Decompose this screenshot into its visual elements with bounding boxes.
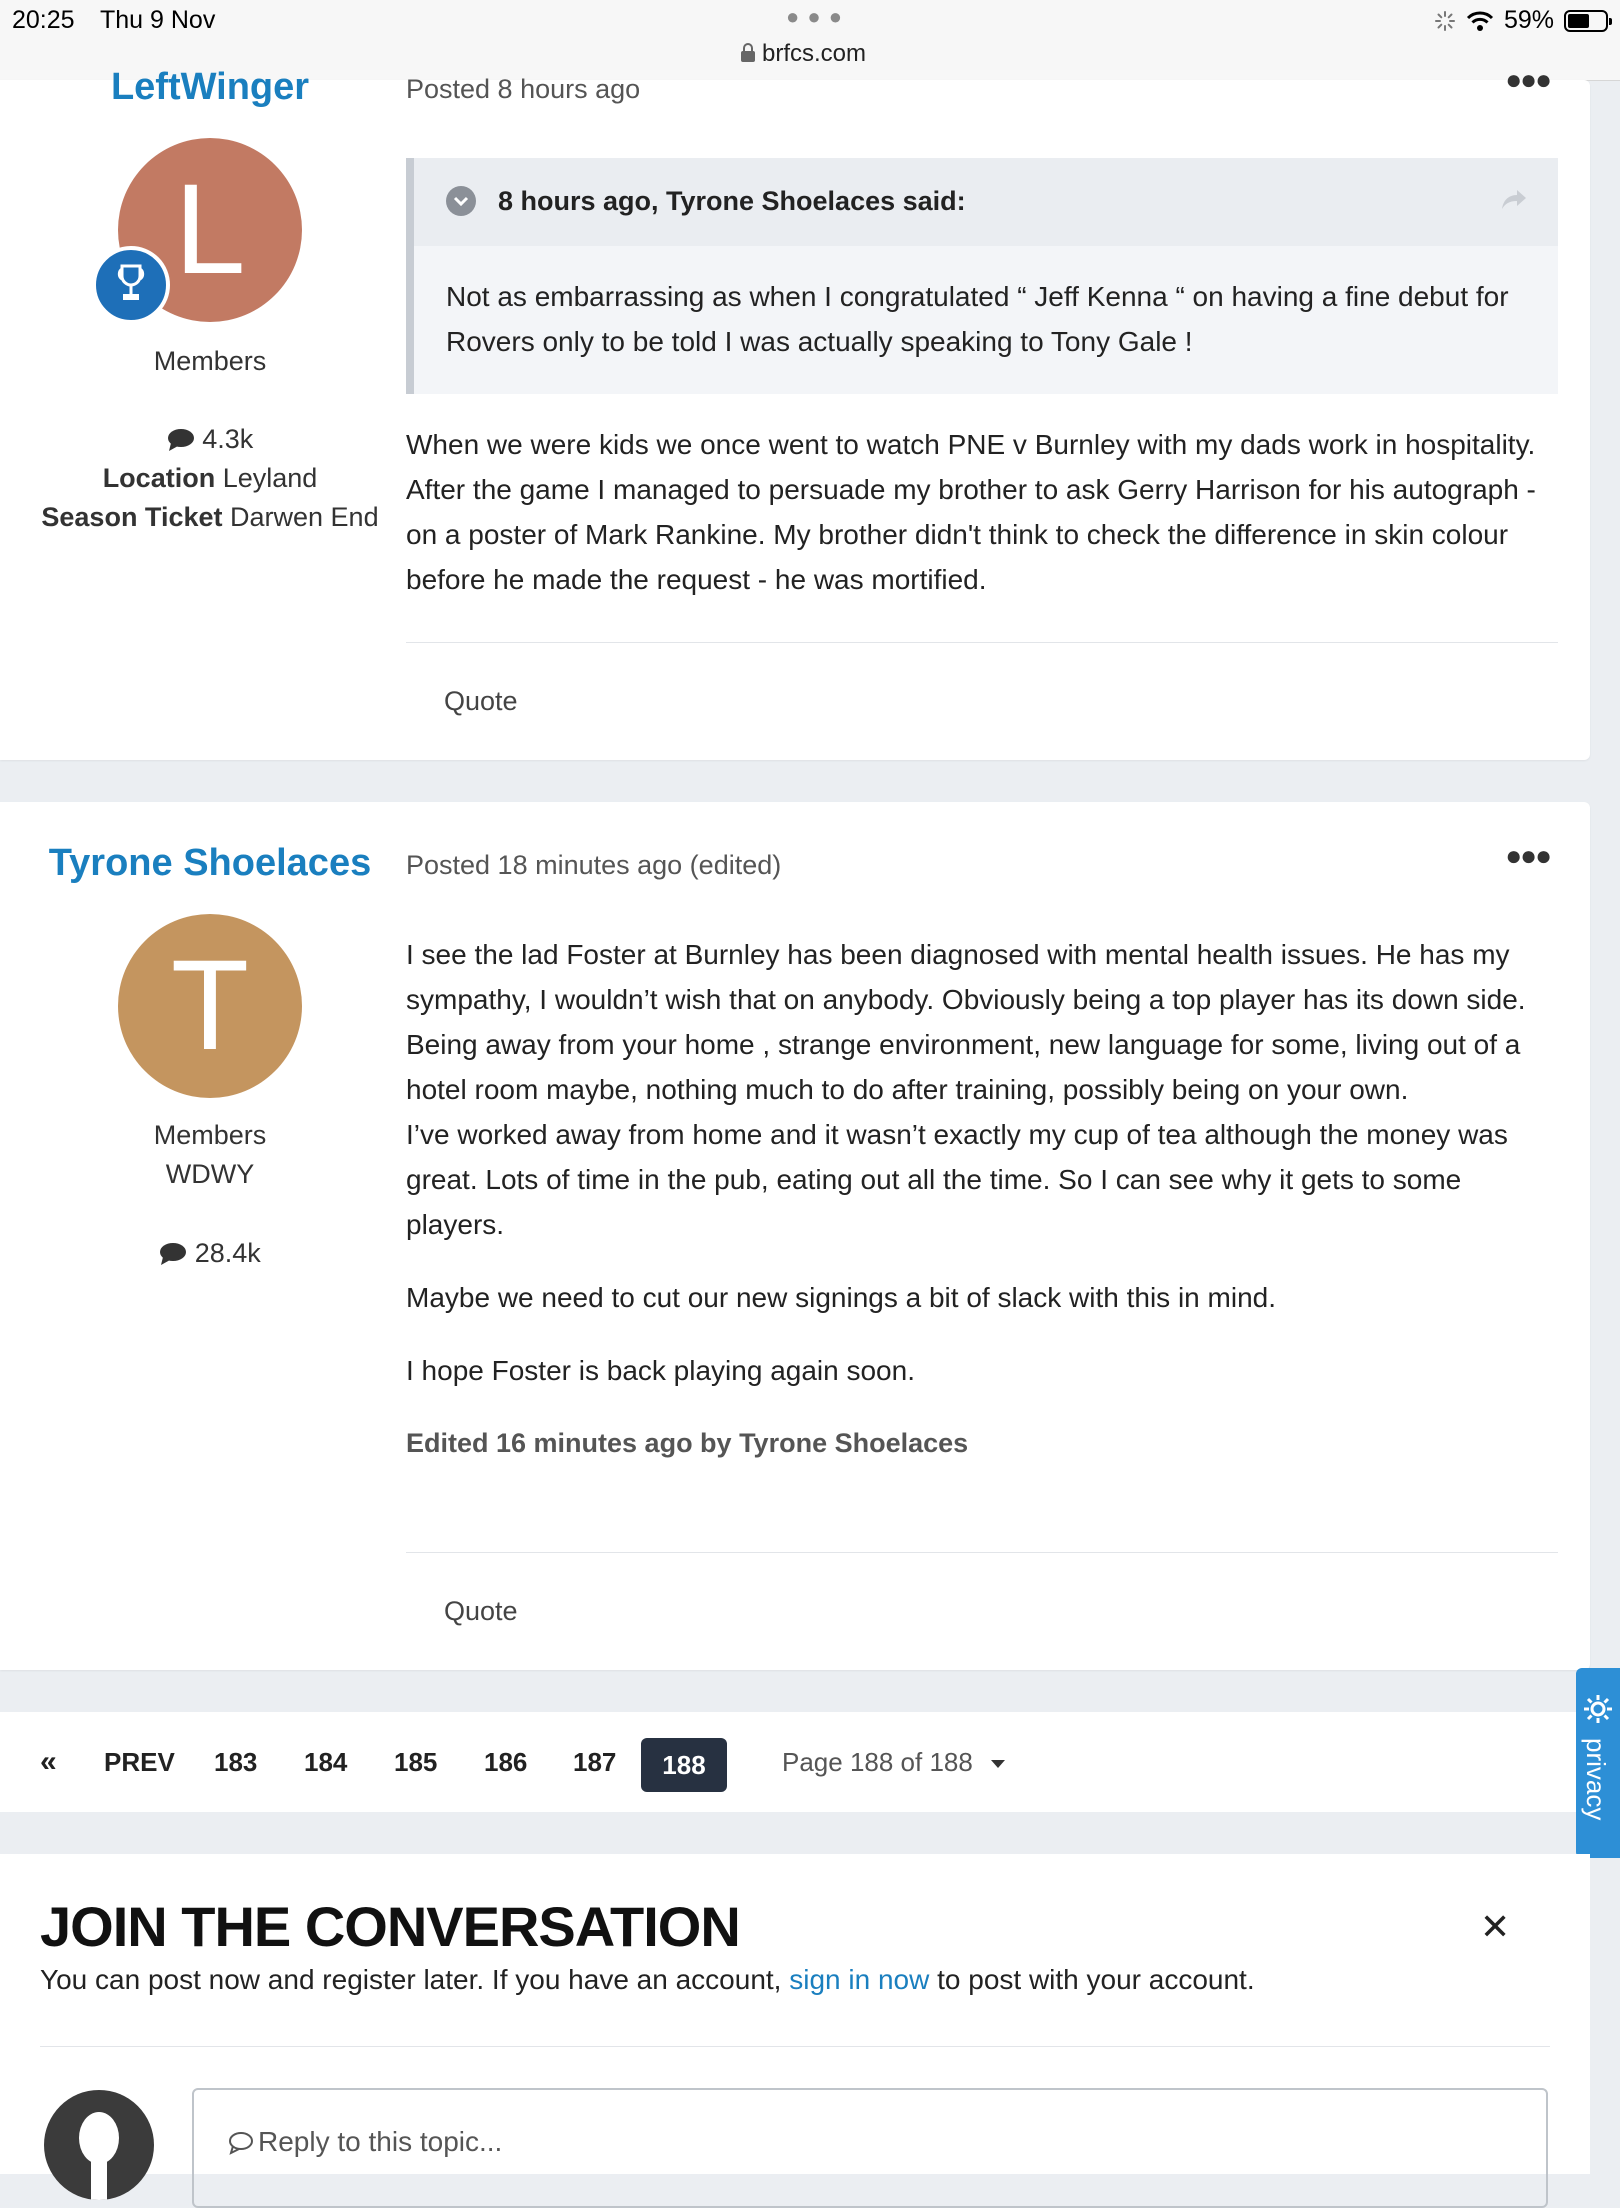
- divider: [406, 642, 1558, 643]
- page-link[interactable]: 185: [394, 1747, 438, 1777]
- author-group: Members: [153, 346, 267, 376]
- post-paragraph: Maybe we need to cut our new signings a bit of slack with this in mind.: [406, 1282, 1276, 1313]
- battery-icon: [1564, 10, 1608, 32]
- season-ticket-field: Season Ticket Darwen End: [41, 502, 379, 532]
- tab-overview-dots-icon[interactable]: ● ● ●: [786, 4, 844, 29]
- member-title: WDWY: [165, 1159, 255, 1189]
- quoted-post: [406, 158, 1558, 394]
- url-text: brfcs.com: [762, 40, 867, 67]
- post-count: 4.3k: [40, 420, 380, 459]
- divider: [40, 2046, 1550, 2047]
- page-link[interactable]: 187: [573, 1747, 617, 1777]
- reply-input[interactable]: [192, 2088, 1548, 2208]
- privacy-label: privacy: [1581, 1738, 1611, 1821]
- first-page-icon[interactable]: «: [40, 1745, 57, 1778]
- post-card: [0, 64, 1590, 760]
- close-icon[interactable]: ✕: [1480, 1906, 1511, 1947]
- divider: [406, 1552, 1558, 1553]
- trophy-badge-icon: [92, 246, 170, 324]
- guest-avatar-icon: [44, 2090, 154, 2200]
- post-timestamp[interactable]: Posted 8 hours ago: [406, 74, 641, 104]
- post-paragraph: I see the lad Foster at Burnley has been diagnosed with mental health issues. He has my sympathy, I wouldn’t wish that on anybody. Obviously being a top player has its down side. Being away from your home , strange environment, new language for some, living out of a hotel room maybe, nothing much to do after training, possibly being on your own.: [406, 939, 1526, 1105]
- more-options-icon[interactable]: ●●●: [1505, 840, 1550, 871]
- avatar[interactable]: L: [118, 138, 302, 322]
- join-heading: JOIN THE CONVERSATION: [40, 1895, 740, 1958]
- post-content: [406, 932, 1556, 1466]
- quote-button[interactable]: Quote: [444, 1596, 518, 1626]
- quote-button[interactable]: Quote: [444, 686, 518, 716]
- page-jump-dropdown[interactable]: Page 188 of 188: [782, 1712, 1006, 1812]
- join-message: You can post now and register later. If you have an account, sign in now to post with your account.: [40, 1964, 1255, 1995]
- wifi-icon: [1466, 10, 1494, 32]
- prev-page-link[interactable]: PREV: [104, 1747, 175, 1777]
- page-link[interactable]: 186: [484, 1747, 528, 1777]
- post-timestamp[interactable]: Posted 18 minutes ago (edited): [406, 850, 782, 880]
- system-indicators: [1434, 6, 1608, 35]
- caret-down-icon: [990, 1759, 1006, 1769]
- collapse-chevron-icon[interactable]: [446, 186, 476, 216]
- location-field: Location Leyland: [102, 463, 318, 493]
- go-to-post-arrow-icon[interactable]: [1500, 186, 1528, 217]
- lock-icon: [740, 43, 756, 63]
- address-bar[interactable]: [740, 40, 866, 68]
- page-link[interactable]: 184: [304, 1747, 348, 1777]
- post-paragraph: I’ve worked away from home and it wasn’t exactly my cup of tea although the money was great. Lots of time in the pub, eating out all the time. So I can see why it gets to some players.: [406, 1119, 1508, 1240]
- post-card: [0, 802, 1590, 1670]
- more-options-icon[interactable]: ●●●: [1505, 64, 1550, 95]
- privacy-tab[interactable]: [1576, 1668, 1620, 1858]
- pagination: [0, 1712, 1590, 1812]
- current-page[interactable]: 188: [641, 1738, 727, 1792]
- edited-note: Edited 16 minutes ago by Tyrone Shoelaces: [406, 1428, 969, 1458]
- author-name-link[interactable]: Tyrone Shoelaces: [48, 842, 372, 884]
- quote-text: Not as embarrassing as when I congratulated “ Jeff Kenna “ on having a fine debut for Rovers only to be told I was actually speaking to Tony Gale !: [446, 281, 1509, 357]
- author-details: [40, 420, 380, 537]
- sign-in-link[interactable]: sign in now: [789, 1964, 930, 1995]
- battery-percent: 59%: [1503, 6, 1554, 34]
- author-group: Members: [153, 1120, 267, 1150]
- comment-icon: [228, 2131, 254, 2155]
- reply-section: [0, 1854, 1590, 2174]
- page-link[interactable]: 183: [214, 1747, 258, 1777]
- author-name-link[interactable]: LeftWinger: [110, 66, 310, 108]
- date: Thu 9 Nov: [100, 6, 216, 34]
- quote-header: [414, 158, 1558, 246]
- speech-bubble-icon: [167, 428, 195, 452]
- avatar[interactable]: T: [118, 914, 302, 1098]
- post-content: When we were kids we once went to watch PNE v Burnley with my dads work in hospitality. After the game I managed to persuade my brother to ask Gerry Harrison for his autograph - on a poster of Mark Rankine. My brother didn't think to check the difference in skin colour before he made the request - he was mortified.: [406, 429, 1536, 595]
- loading-spinner-icon: [1434, 10, 1456, 32]
- speech-bubble-icon: [159, 1242, 187, 1266]
- clock: 20:25: [12, 6, 75, 34]
- quote-author: 8 hours ago, Tyrone Shoelaces said:: [498, 186, 966, 216]
- post-paragraph: I hope Foster is back playing again soon.: [406, 1355, 915, 1386]
- reply-placeholder: Reply to this topic...: [228, 2126, 502, 2158]
- gear-icon: [1581, 1692, 1615, 1726]
- post-count: 28.4k: [40, 1234, 380, 1273]
